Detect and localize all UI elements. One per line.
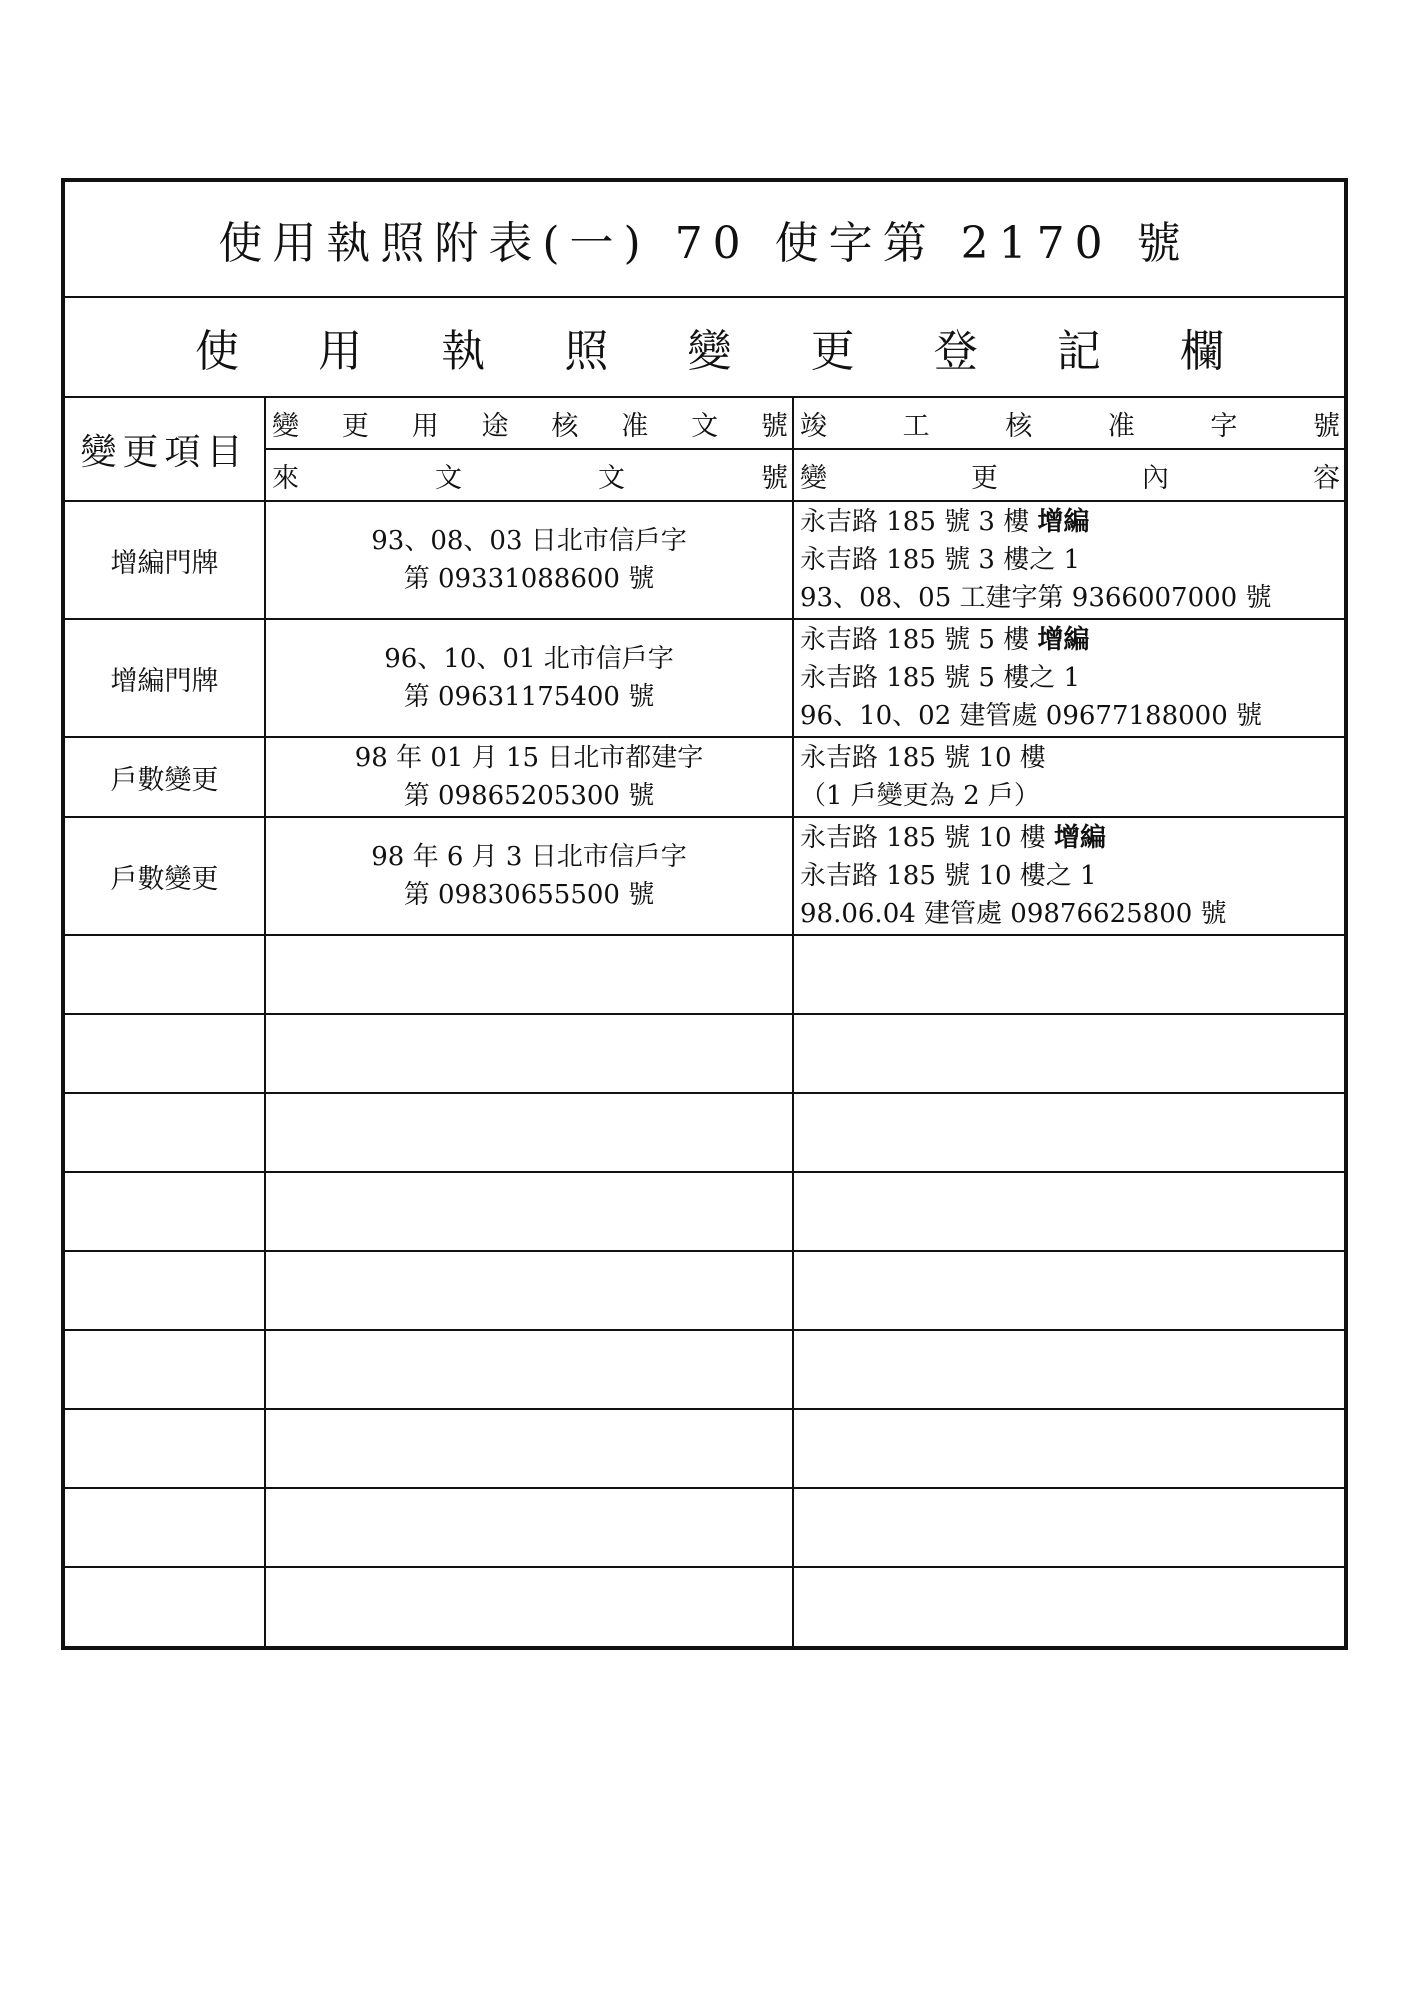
header-char: 准 bbox=[621, 410, 649, 442]
header-char: 工 bbox=[902, 410, 930, 442]
empty-cell bbox=[266, 1568, 794, 1647]
empty-cell bbox=[266, 936, 794, 1013]
empty-row bbox=[65, 1568, 1344, 1647]
empty-row bbox=[65, 1015, 1344, 1094]
form-subtitle bbox=[65, 315, 1344, 379]
empty-cell bbox=[266, 1094, 794, 1171]
empty-row bbox=[65, 1094, 1344, 1173]
content-text: （1 戶變更為 2 戶） bbox=[800, 781, 1040, 811]
header-char: 更 bbox=[971, 462, 998, 494]
reference-line: 98 年 01 月 15 日北市都建字 bbox=[354, 743, 704, 773]
content-line bbox=[800, 857, 1344, 895]
empty-row bbox=[65, 1331, 1344, 1410]
content-text: 永吉路 185 號 10 樓 bbox=[800, 743, 1046, 773]
empty-cell bbox=[65, 1094, 266, 1171]
header-char: 核 bbox=[551, 410, 579, 442]
empty-cell bbox=[794, 1331, 1344, 1408]
empty-cell bbox=[65, 1489, 266, 1566]
reference-line: 96、10、01 北市信戶字 bbox=[384, 644, 674, 674]
content-line bbox=[800, 739, 1344, 777]
reference-line: 第 09331088600 號 bbox=[403, 564, 655, 594]
header-approval-doc bbox=[266, 398, 794, 450]
change-item-cell: 增編門牌 bbox=[65, 620, 266, 736]
content-text: 永吉路 185 號 3 樓 bbox=[800, 507, 1038, 537]
empty-cell bbox=[65, 1568, 266, 1647]
header-change-item: 變更項目 bbox=[65, 398, 266, 502]
content-text: 永吉路 185 號 10 樓 bbox=[800, 823, 1055, 853]
table-row bbox=[65, 502, 1344, 620]
content-text: 永吉路 185 號 5 樓之 1 bbox=[800, 663, 1081, 693]
form-title: 使用執照附表(一) 70 使字第 2170 號 bbox=[218, 218, 1191, 269]
empty-cell bbox=[794, 1568, 1344, 1647]
header-char: 容 bbox=[1313, 462, 1340, 494]
table-row bbox=[65, 738, 1344, 818]
empty-cell bbox=[794, 1252, 1344, 1329]
reference-line: 第 09865205300 號 bbox=[403, 781, 655, 811]
empty-cell bbox=[266, 1489, 794, 1566]
reference-line: 第 09631175400 號 bbox=[403, 682, 655, 712]
subtitle-row bbox=[65, 298, 1344, 398]
content-line bbox=[800, 777, 1344, 815]
header-char: 變 bbox=[272, 410, 299, 442]
empty-row bbox=[65, 1410, 1344, 1489]
subtitle-char: 使 bbox=[195, 326, 239, 377]
change-item-cell: 增編門牌 bbox=[65, 502, 266, 618]
reference-line: 93、08、03 日北市信戶字 bbox=[371, 526, 687, 556]
empty-cell bbox=[65, 1173, 266, 1250]
empty-row bbox=[65, 1252, 1344, 1331]
header-char: 用 bbox=[411, 410, 439, 442]
reference-doc-cell bbox=[266, 502, 794, 618]
header-char: 內 bbox=[1142, 462, 1169, 494]
empty-cell bbox=[65, 936, 266, 1013]
subtitle-char: 欄 bbox=[1180, 326, 1224, 377]
reference-line: 98 年 6 月 3 日北市信戶字 bbox=[371, 842, 687, 872]
header-char: 變 bbox=[800, 462, 827, 494]
header-change-content bbox=[794, 450, 1344, 502]
reference-doc-cell bbox=[266, 738, 794, 816]
empty-cell bbox=[65, 1331, 266, 1408]
header-char: 文 bbox=[598, 462, 625, 494]
header-char: 號 bbox=[1312, 410, 1340, 442]
empty-cell bbox=[794, 1489, 1344, 1566]
header-char: 竣 bbox=[800, 410, 827, 442]
change-item-cell: 戶數變更 bbox=[65, 818, 266, 934]
subtitle-char: 執 bbox=[441, 326, 486, 377]
empty-cell bbox=[266, 1173, 794, 1250]
content-line bbox=[800, 659, 1344, 697]
subtitle-char: 更 bbox=[810, 326, 855, 377]
content-note: 增編 bbox=[1054, 823, 1107, 853]
empty-row bbox=[65, 936, 1344, 1015]
empty-cell bbox=[794, 1410, 1344, 1487]
subtitle-char: 照 bbox=[564, 326, 609, 377]
empty-cell bbox=[794, 1094, 1344, 1171]
table-row bbox=[65, 818, 1344, 936]
content-line bbox=[800, 621, 1344, 659]
content-note: 增編 bbox=[1037, 625, 1090, 655]
content-text: 永吉路 185 號 5 樓 bbox=[800, 625, 1038, 655]
content-line bbox=[800, 819, 1344, 857]
subtitle-char: 變 bbox=[687, 326, 732, 377]
empty-cell bbox=[65, 1410, 266, 1487]
empty-cell bbox=[794, 936, 1344, 1013]
header-char: 號 bbox=[760, 410, 788, 442]
header-char: 核 bbox=[1005, 410, 1033, 442]
empty-cell bbox=[266, 1015, 794, 1092]
header-incoming-doc bbox=[266, 450, 794, 502]
header-char: 來 bbox=[272, 462, 299, 494]
header-char: 途 bbox=[481, 410, 509, 442]
subtitle-char: 登 bbox=[933, 326, 978, 377]
change-content-cell bbox=[794, 620, 1344, 736]
content-text: 96、10、02 建管處 09677188000 號 bbox=[800, 701, 1263, 731]
subtitle-char: 記 bbox=[1056, 326, 1101, 377]
content-text: 98.06.04 建管處 09876625800 號 bbox=[800, 899, 1227, 929]
empty-cell bbox=[266, 1331, 794, 1408]
empty-cell bbox=[266, 1410, 794, 1487]
title-row bbox=[65, 182, 1344, 298]
empty-row bbox=[65, 1489, 1344, 1568]
header-char: 號 bbox=[761, 462, 788, 494]
reference-doc-cell bbox=[266, 818, 794, 934]
header-char: 字 bbox=[1210, 410, 1238, 442]
header-completion-approval bbox=[794, 398, 1344, 450]
content-line bbox=[800, 503, 1344, 541]
empty-cell bbox=[794, 1173, 1344, 1250]
content-note: 增編 bbox=[1037, 507, 1090, 537]
change-content-cell bbox=[794, 738, 1344, 816]
content-line bbox=[800, 541, 1344, 579]
content-line bbox=[800, 579, 1344, 617]
usage-permit-form bbox=[61, 178, 1348, 1650]
header-char: 文 bbox=[691, 410, 719, 442]
empty-cell bbox=[65, 1252, 266, 1329]
change-item-cell: 戶數變更 bbox=[65, 738, 266, 816]
subtitle-char: 用 bbox=[318, 326, 363, 377]
change-content-cell bbox=[794, 502, 1344, 618]
content-text: 永吉路 185 號 10 樓之 1 bbox=[800, 861, 1097, 891]
content-line bbox=[800, 895, 1344, 933]
reference-doc-cell bbox=[266, 620, 794, 736]
reference-line: 第 09830655500 號 bbox=[403, 880, 655, 910]
header-char: 更 bbox=[341, 410, 369, 442]
header-char: 准 bbox=[1107, 410, 1135, 442]
empty-cell bbox=[266, 1252, 794, 1329]
empty-row bbox=[65, 1173, 1344, 1252]
content-line bbox=[800, 697, 1344, 735]
empty-cell bbox=[794, 1015, 1344, 1092]
table-row bbox=[65, 620, 1344, 738]
empty-cell bbox=[65, 1015, 266, 1092]
change-content-cell bbox=[794, 818, 1344, 934]
header-char: 文 bbox=[435, 462, 462, 494]
content-text: 93、08、05 工建字第 9366007000 號 bbox=[800, 583, 1272, 613]
content-text: 永吉路 185 號 3 樓之 1 bbox=[800, 545, 1081, 575]
